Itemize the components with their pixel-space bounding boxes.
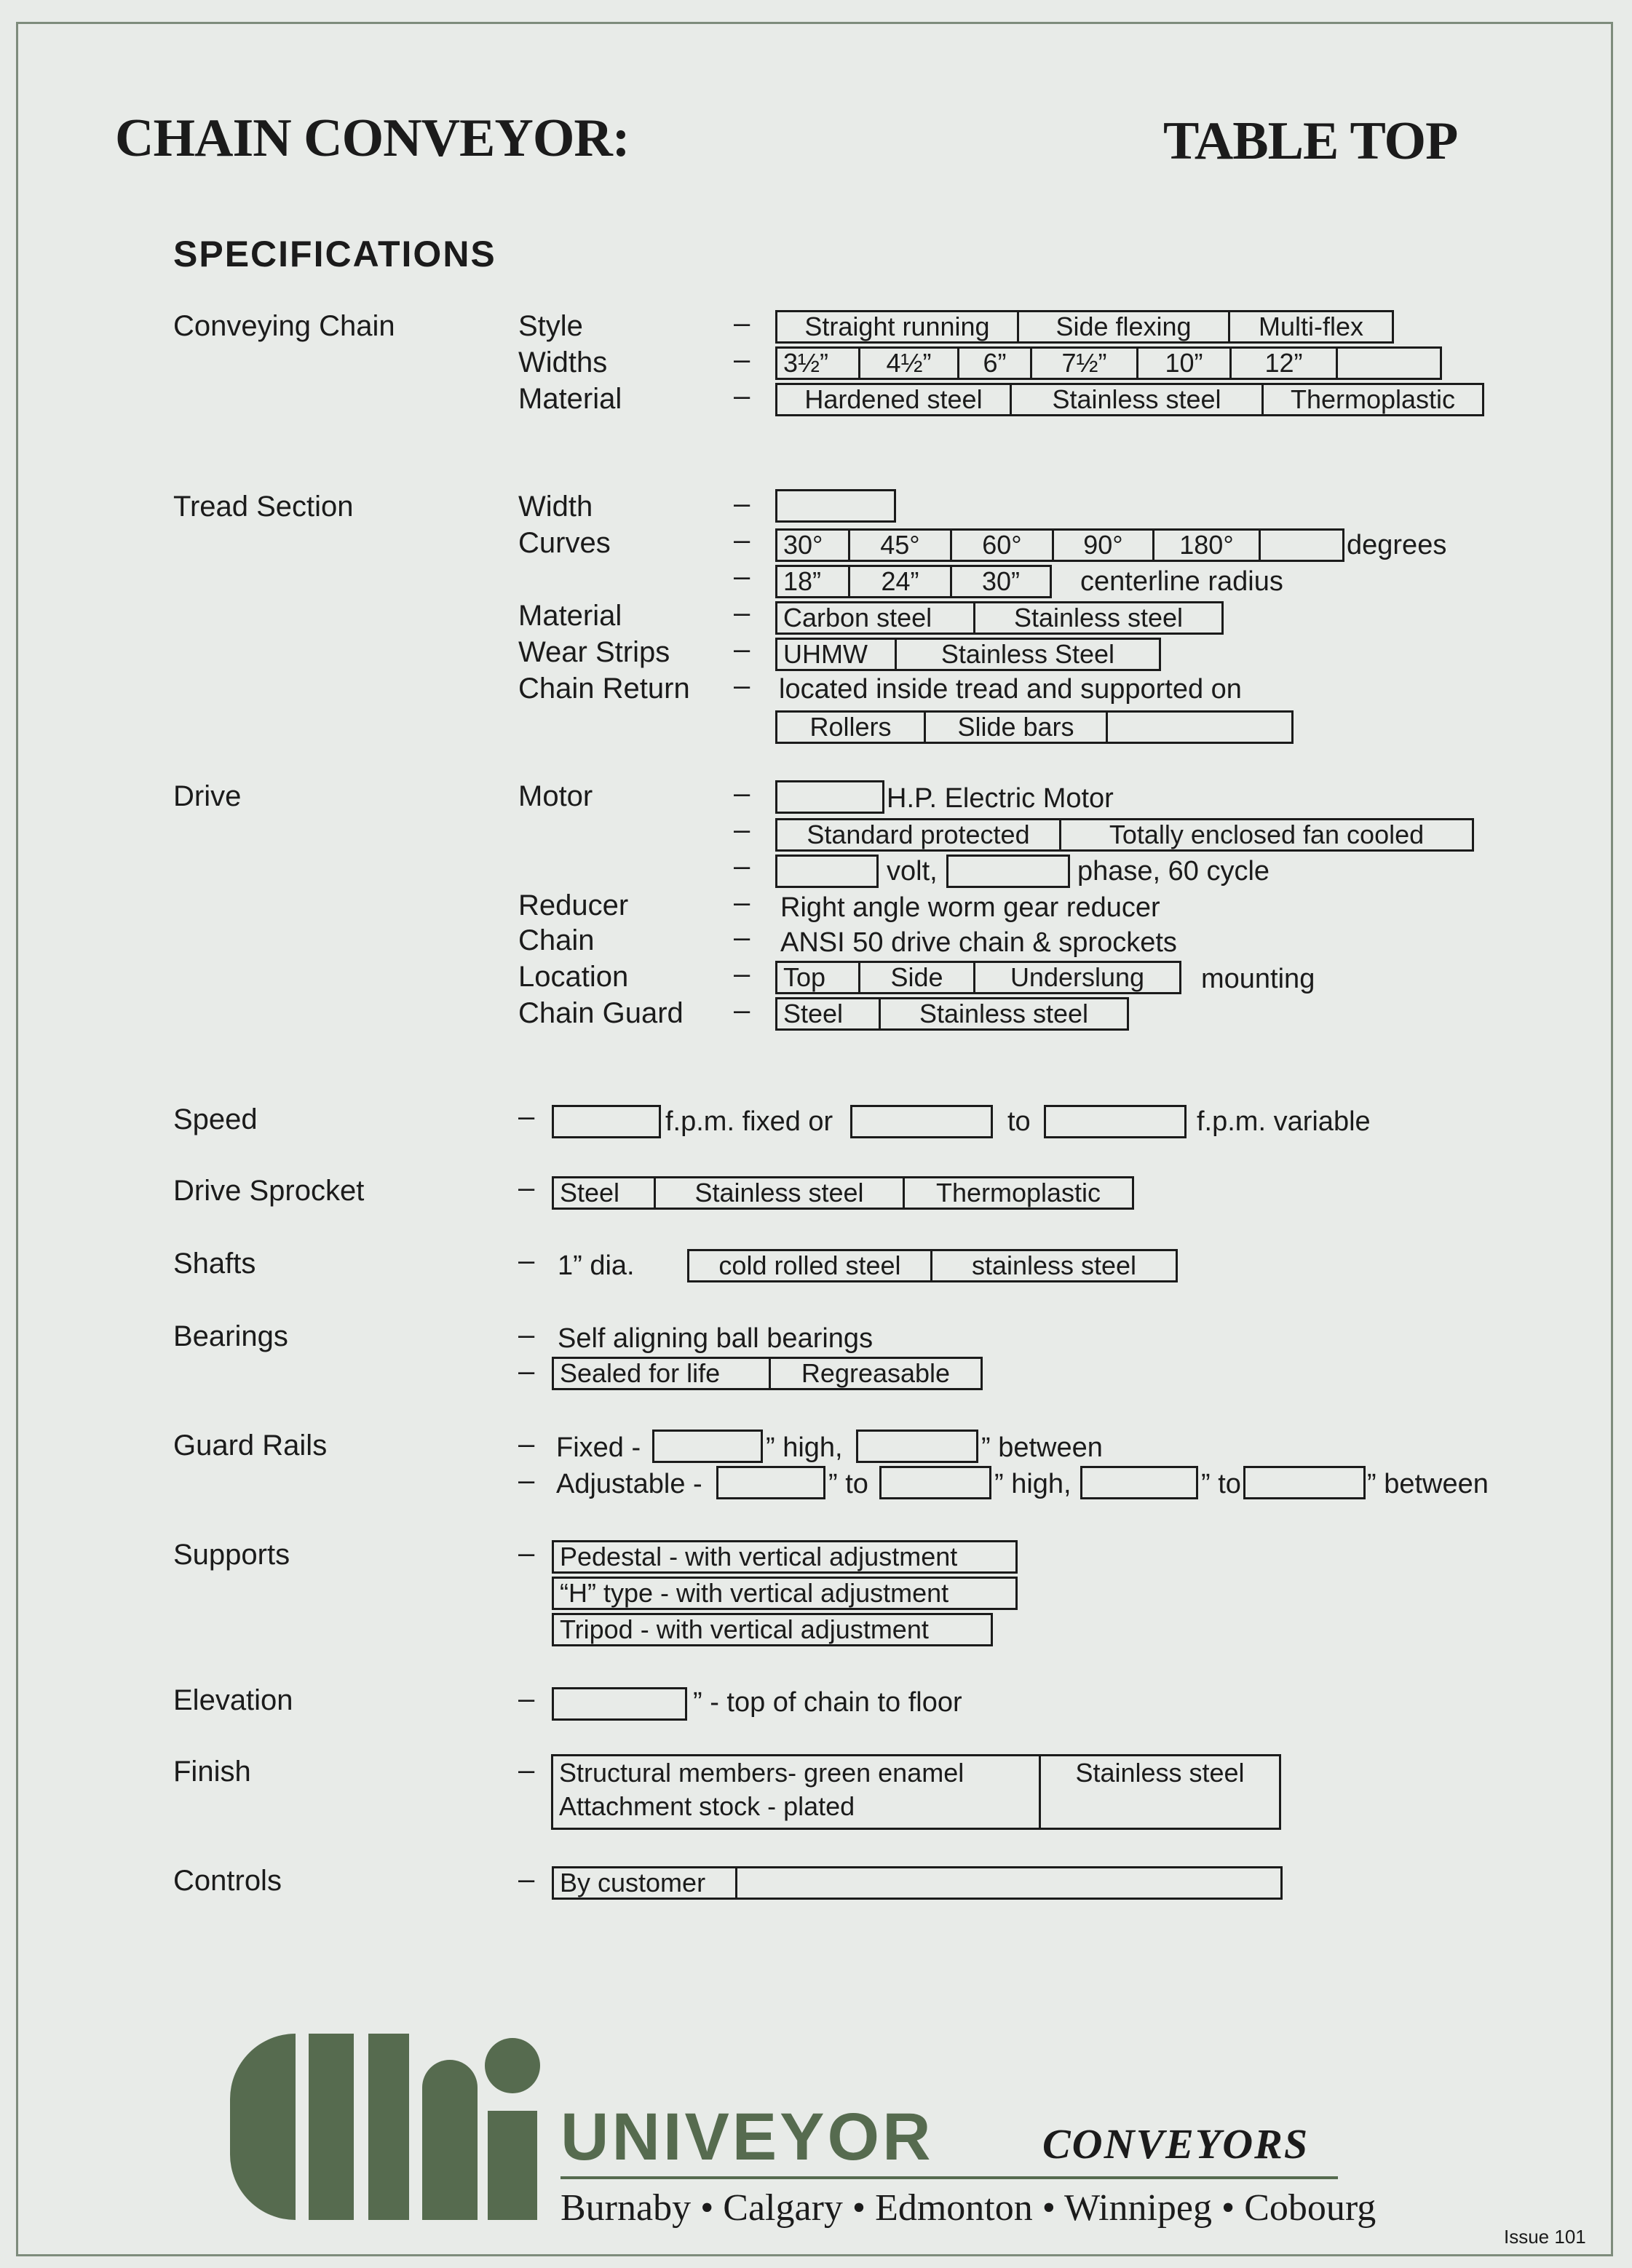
width-option-blank[interactable] — [1336, 346, 1442, 380]
dash: – — [518, 1683, 535, 1715]
dash: – — [734, 380, 750, 412]
motor-options — [775, 818, 1474, 852]
radius-options — [775, 565, 1052, 598]
dash: – — [518, 1464, 535, 1496]
guard-adj-between-max-field[interactable] — [1243, 1466, 1366, 1499]
brand-divider — [560, 2176, 1338, 2179]
volt-text: volt, — [887, 856, 938, 887]
finish-line: Attachment stock - plated — [559, 1791, 855, 1821]
tread-width-field[interactable] — [775, 489, 896, 523]
branch-cities: Burnaby • Calgary • Edmonton • Winnipeg • Cobourg — [560, 2187, 1376, 2229]
dash: – — [518, 1428, 535, 1460]
finish-option-standard[interactable] — [553, 1756, 1041, 1828]
doc-title-left: CHAIN CONVEYOR: — [115, 108, 630, 168]
radius-suffix: centerline radius — [1080, 566, 1283, 597]
chain-return-option-blank[interactable] — [1106, 710, 1294, 744]
chain-return-option[interactable]: Slide bars — [924, 710, 1106, 744]
phase-text: phase, 60 cycle — [1077, 856, 1270, 887]
dash: – — [518, 1355, 535, 1387]
tread-section-label: Tread Section — [173, 491, 354, 523]
motor-suffix: H.P. Electric Motor — [887, 783, 1114, 814]
support-option-row — [552, 1540, 1018, 1574]
controls-blank-field[interactable] — [735, 1866, 1283, 1900]
dash: – — [734, 344, 750, 376]
brand-name: UNIVEYOR — [560, 2100, 934, 2174]
dash: – — [734, 921, 750, 953]
shaft-option[interactable]: cold rolled steel — [687, 1249, 930, 1282]
style-option[interactable]: Straight running — [775, 310, 1017, 344]
location-option[interactable]: Side — [858, 961, 973, 994]
guard-high2-text: ” high, — [994, 1469, 1072, 1499]
drive-chain-label: Chain — [518, 924, 595, 956]
speed-max-field[interactable] — [1044, 1105, 1187, 1138]
guard-adj-high-max-field[interactable] — [879, 1466, 991, 1499]
speed-to-text: to — [1007, 1106, 1031, 1137]
finish-options — [551, 1754, 1281, 1830]
dash: – — [518, 1245, 535, 1277]
curves-label: Curves — [518, 527, 611, 559]
material-label: Material — [518, 383, 622, 415]
tread-material-label: Material — [518, 600, 622, 632]
supports-label: Supports — [173, 1539, 290, 1571]
style-option[interactable]: Multi-flex — [1228, 310, 1394, 344]
finish-option-stainless[interactable]: Stainless steel — [1075, 1758, 1245, 1788]
wear-strip-option[interactable]: Stainless Steel — [895, 638, 1161, 671]
guard-between2-text: ” between — [1367, 1469, 1489, 1499]
wear-strips-label: Wear Strips — [518, 636, 670, 668]
chain-return-options — [775, 710, 1294, 744]
width-option[interactable]: 12” — [1229, 346, 1336, 380]
motor-hp-field[interactable] — [775, 780, 884, 814]
support-option[interactable]: “H” type - with vertical adjustment — [552, 1577, 1018, 1610]
chain-guard-label: Chain Guard — [518, 997, 684, 1029]
conveying-chain-label: Conveying Chain — [173, 310, 395, 342]
bearings-text: Self aligning ball bearings — [558, 1323, 874, 1354]
speed-fixed-text: f.p.m. fixed or — [665, 1106, 833, 1137]
width-option[interactable]: 4½” — [858, 346, 957, 380]
location-label: Location — [518, 961, 629, 993]
volt-field[interactable] — [775, 855, 879, 888]
finish-line: Structural members- green enamel — [559, 1758, 964, 1788]
support-option-row — [552, 1613, 993, 1646]
bearings-label: Bearings — [173, 1320, 288, 1352]
controls-options — [552, 1866, 1283, 1900]
style-label: Style — [518, 310, 583, 342]
material-options — [775, 383, 1484, 416]
reducer-label: Reducer — [518, 889, 629, 921]
sprocket-options — [552, 1176, 1134, 1210]
widths-label: Widths — [518, 346, 608, 378]
doc-title-right: TABLE TOP — [1163, 111, 1458, 171]
support-option[interactable]: Pedestal - with vertical adjustment — [552, 1540, 1018, 1574]
curve-option[interactable]: 45° — [848, 528, 950, 562]
guard-fixed-between-field[interactable] — [856, 1430, 978, 1463]
elevation-label: Elevation — [173, 1684, 293, 1716]
motor-option[interactable]: Totally enclosed fan cooled — [1059, 818, 1474, 852]
dash: – — [734, 307, 750, 339]
dash: – — [518, 1863, 535, 1895]
speed-label: Speed — [173, 1103, 258, 1135]
radius-option[interactable]: 18” — [775, 565, 848, 598]
shafts-text: 1” dia. — [558, 1250, 635, 1281]
radius-option[interactable]: 24” — [848, 565, 950, 598]
dash: – — [734, 670, 750, 702]
bearing-option[interactable]: Sealed for life — [552, 1357, 769, 1390]
location-suffix: mounting — [1201, 964, 1315, 994]
material-option[interactable]: Stainless steel — [1010, 383, 1261, 416]
dash: – — [734, 958, 750, 990]
speed-min-field[interactable] — [850, 1105, 993, 1138]
tread-width-label: Width — [518, 491, 593, 523]
guard-rails-label: Guard Rails — [173, 1430, 328, 1462]
curve-option-blank[interactable] — [1259, 528, 1344, 562]
shafts-options — [687, 1249, 1178, 1282]
location-option[interactable]: Top — [775, 961, 858, 994]
dash: – — [734, 488, 750, 520]
reducer-text: Right angle worm gear reducer — [780, 892, 1160, 923]
dash: – — [734, 850, 750, 882]
shaft-option[interactable]: stainless steel — [930, 1249, 1178, 1282]
chain-guard-options — [775, 997, 1129, 1031]
guard-fixed-text: Fixed - — [556, 1432, 641, 1463]
sprocket-option[interactable]: Steel — [552, 1176, 654, 1210]
dash: – — [734, 777, 750, 809]
speed-variable-text: f.p.m. variable — [1197, 1106, 1371, 1137]
curve-option[interactable]: 60° — [950, 528, 1052, 562]
brand-suffix: CONVEYORS — [1042, 2120, 1310, 2168]
issue-number: Issue 101 — [1504, 2226, 1586, 2248]
style-option[interactable]: Side flexing — [1017, 310, 1228, 344]
dash: – — [518, 1754, 535, 1786]
location-options — [775, 961, 1181, 994]
bearing-option[interactable]: Regreasable — [769, 1357, 983, 1390]
chain-return-option[interactable]: Rollers — [775, 710, 924, 744]
width-option[interactable]: 3½” — [775, 346, 858, 380]
guard-to-text: ” to — [828, 1469, 868, 1499]
bearings-options — [552, 1357, 983, 1390]
dash: – — [518, 1319, 535, 1351]
controls-label: Controls — [173, 1865, 282, 1897]
finish-label: Finish — [173, 1756, 251, 1788]
guard-adj-between-min-field[interactable] — [1080, 1466, 1198, 1499]
sprocket-option[interactable]: Thermoplastic — [903, 1176, 1134, 1210]
curve-option[interactable]: 90° — [1052, 528, 1152, 562]
curve-option[interactable]: 180° — [1152, 528, 1259, 562]
guard-to2-text: ” to — [1201, 1469, 1241, 1499]
dash: – — [518, 1172, 535, 1204]
speed-fixed-field[interactable] — [552, 1105, 661, 1138]
controls-option[interactable]: By customer — [552, 1866, 735, 1900]
chain-return-text: located inside tread and supported on — [779, 674, 1242, 705]
shafts-label: Shafts — [173, 1248, 256, 1280]
guard-adj-text: Adjustable - — [556, 1469, 702, 1499]
dash: – — [734, 633, 750, 665]
support-option[interactable]: Tripod - with vertical adjustment — [552, 1613, 993, 1646]
phase-field[interactable] — [946, 855, 1070, 888]
wear-strip-option[interactable]: UHMW — [775, 638, 895, 671]
widths-options — [775, 346, 1442, 380]
dash: – — [734, 560, 750, 592]
elevation-text: ” - top of chain to floor — [693, 1687, 962, 1718]
motor-label: Motor — [518, 780, 593, 812]
motor-option[interactable]: Standard protected — [775, 818, 1059, 852]
wear-strips-options — [775, 638, 1161, 671]
dash: – — [734, 887, 750, 919]
width-option[interactable]: 7½” — [1030, 346, 1136, 380]
width-option[interactable]: 6” — [957, 346, 1030, 380]
curve-option[interactable]: 30° — [775, 528, 848, 562]
material-option[interactable]: Hardened steel — [775, 383, 1010, 416]
width-option[interactable]: 10” — [1136, 346, 1229, 380]
section-heading: SPECIFICATIONS — [173, 234, 496, 274]
dash: – — [518, 1537, 535, 1569]
dash: – — [734, 994, 750, 1026]
location-option[interactable]: Underslung — [973, 961, 1181, 994]
curves-options — [775, 528, 1344, 562]
drive-label: Drive — [173, 780, 242, 812]
dash: – — [734, 524, 750, 556]
guard-between-text: ” between — [981, 1432, 1103, 1463]
material-option[interactable]: Thermoplastic — [1261, 383, 1484, 416]
chain-guard-option[interactable]: Stainless steel — [879, 997, 1129, 1031]
sprocket-option[interactable]: Stainless steel — [654, 1176, 903, 1210]
dash: – — [518, 1101, 535, 1133]
curves-suffix: degrees — [1347, 530, 1447, 560]
guard-adj-high-min-field[interactable] — [716, 1466, 825, 1499]
dash: – — [734, 597, 750, 629]
chain-return-label: Chain Return — [518, 673, 690, 705]
radius-option[interactable]: 30” — [950, 565, 1052, 598]
style-options — [775, 310, 1394, 344]
tread-material-option[interactable]: Carbon steel — [775, 601, 973, 635]
drive-sprocket-label: Drive Sprocket — [173, 1175, 365, 1207]
dash: – — [734, 814, 750, 846]
guard-high-text: ” high, — [766, 1432, 843, 1463]
support-option-row — [552, 1577, 1018, 1610]
guard-fixed-height-field[interactable] — [652, 1430, 763, 1463]
chain-guard-option[interactable]: Steel — [775, 997, 879, 1031]
tread-material-option[interactable]: Stainless steel — [973, 601, 1224, 635]
tread-material-options — [775, 601, 1224, 635]
drive-chain-text: ANSI 50 drive chain & sprockets — [780, 927, 1177, 958]
elevation-field[interactable] — [552, 1687, 687, 1721]
